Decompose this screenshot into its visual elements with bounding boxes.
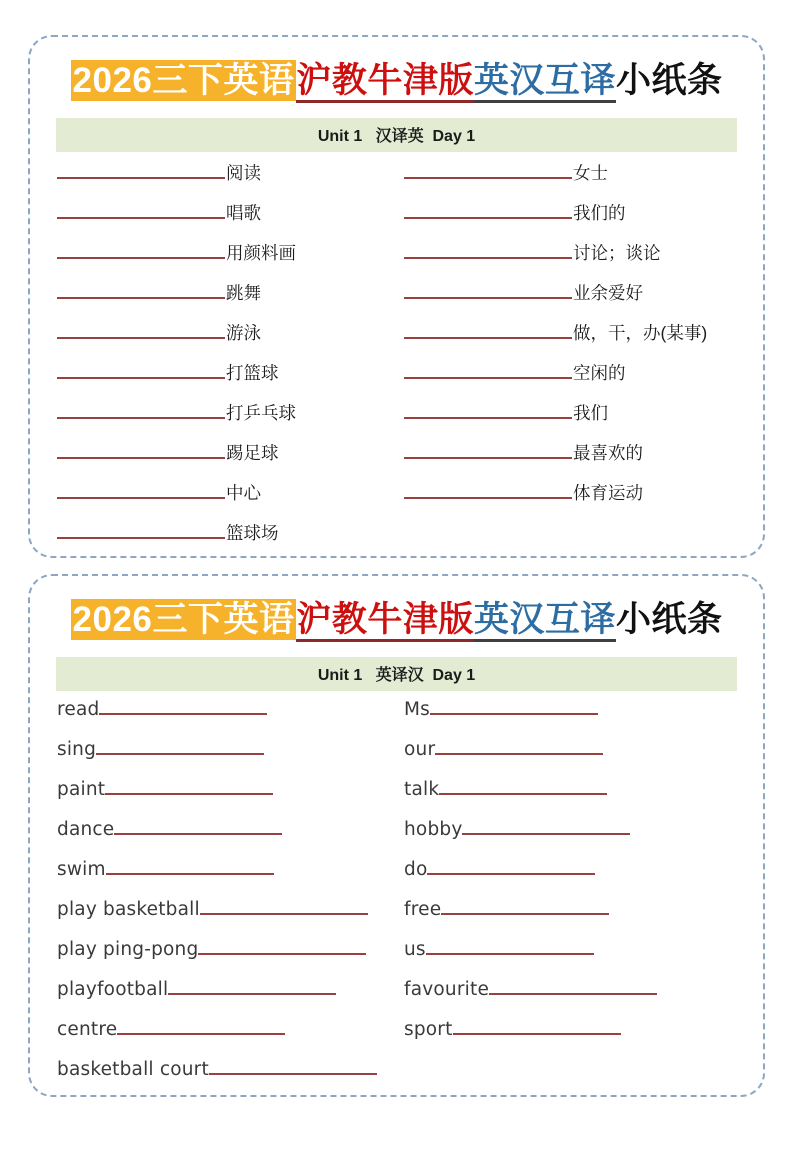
answer-blank-line [404, 336, 572, 339]
vocab-row [57, 440, 404, 480]
vocab-word: 打乒乓球 [226, 402, 296, 423]
worksheet-title [30, 598, 763, 642]
vocab-row [404, 939, 751, 979]
vocab-row [57, 979, 404, 1019]
answer-blank-line [57, 496, 225, 499]
vocab-row [404, 819, 751, 859]
vocab-row [57, 699, 404, 739]
vocab-word: swim [57, 858, 106, 880]
vocab-word: 业余爱好 [573, 282, 643, 303]
vocab-word: free [404, 898, 442, 920]
vocab-word: playfootball [57, 978, 169, 1000]
answer-blank-line [404, 496, 572, 499]
vocab-row [57, 240, 404, 280]
vocab-row [57, 320, 404, 360]
vocab-row [404, 739, 751, 779]
answer-blank-line [168, 992, 336, 995]
answer-blank-line [99, 712, 267, 715]
answer-blank-line [114, 832, 282, 835]
vocab-word: 最喜欢的 [573, 442, 643, 463]
worksheet-title [30, 59, 763, 103]
vocab-row [404, 280, 751, 320]
vocab-row [404, 779, 751, 819]
vocab-row [404, 200, 751, 240]
vocab-word: 我们 [573, 402, 608, 423]
answer-blank-line [57, 296, 225, 299]
vocab-word: talk [404, 778, 440, 800]
answer-blank-line [200, 912, 368, 915]
vocab-row [57, 899, 404, 939]
vocab-row [404, 699, 751, 739]
title-year-highlight: 2026三下英语 [72, 61, 295, 100]
answer-blank-line [57, 256, 225, 259]
answer-blank-line [426, 952, 594, 955]
vocab-row [404, 360, 751, 400]
vocab-word: 我们的 [573, 202, 626, 223]
vocab-word: favourite [404, 978, 490, 1000]
answer-blank-line [462, 832, 630, 835]
vocab-word: our [404, 738, 436, 760]
answer-blank-line [57, 456, 225, 459]
vocab-row [404, 899, 751, 939]
vocab-word: sport [404, 1018, 453, 1040]
answer-blank-line [57, 336, 225, 339]
vocab-word: 篮球场 [226, 522, 279, 543]
vocab-word: 空闲的 [573, 362, 626, 383]
answer-blank-line [209, 1072, 377, 1075]
vocab-word: play ping-pong [57, 938, 199, 960]
vocab-word: sing [57, 738, 97, 760]
title-suffix: 小纸条 [615, 600, 723, 639]
title-translation-type: 英汉互译 [474, 600, 616, 642]
vocab-word: 用颜料画 [226, 242, 296, 263]
answer-blank-line [404, 216, 572, 219]
vocab-word: basketball court [57, 1058, 209, 1080]
answer-blank-line [404, 256, 572, 259]
vocab-row [57, 1059, 404, 1097]
vocab-row [57, 520, 404, 558]
answer-blank-line [106, 872, 274, 875]
vocab-word: read [57, 698, 100, 720]
vocab-column [57, 160, 404, 558]
vocab-word: hobby [404, 818, 463, 840]
vocab-row [404, 400, 751, 440]
answer-blank-line [404, 296, 572, 299]
section-header-cn-to-en: Unit 1 汉译英 Day 1 [56, 118, 737, 152]
vocab-row [57, 400, 404, 440]
vocab-word: do [404, 858, 428, 880]
answer-blank-line [117, 1032, 285, 1035]
answer-blank-line [57, 536, 225, 539]
answer-blank-line [435, 752, 603, 755]
vocab-row [57, 939, 404, 979]
answer-blank-line [404, 176, 572, 179]
answer-blank-line [404, 456, 572, 459]
answer-blank-line [430, 712, 598, 715]
answer-blank-line [198, 952, 366, 955]
vocab-word: 游泳 [226, 322, 261, 343]
answer-blank-line [489, 992, 657, 995]
card-en-to-cn [28, 574, 765, 1097]
answer-blank-line [404, 376, 572, 379]
vocab-word: 阅读 [226, 162, 261, 183]
vocab-column [404, 160, 751, 558]
answer-blank-line [441, 912, 609, 915]
vocab-word: us [404, 938, 426, 960]
answer-blank-line [427, 872, 595, 875]
answer-blank-line [453, 1032, 621, 1035]
answer-blank-line [105, 792, 273, 795]
answer-blank-line [57, 176, 225, 179]
vocab-row [57, 160, 404, 200]
vocab-word: 踢足球 [226, 442, 279, 463]
vocab-word: 女士 [573, 162, 608, 183]
vocab-row [57, 739, 404, 779]
vocab-row [404, 480, 751, 520]
title-edition: 沪教牛津版 [296, 600, 474, 642]
answer-blank-line [96, 752, 264, 755]
vocab-column [57, 699, 404, 1097]
vocab-row [57, 859, 404, 899]
vocab-word: 体育运动 [573, 482, 643, 503]
title-year-highlight: 2026三下英语 [72, 600, 295, 639]
title-suffix: 小纸条 [615, 61, 723, 100]
answer-blank-line [439, 792, 607, 795]
answer-blank-line [404, 416, 572, 419]
answer-blank-line [57, 416, 225, 419]
vocab-word: dance [57, 818, 115, 840]
vocab-word: Ms [404, 698, 431, 720]
title-edition: 沪教牛津版 [296, 61, 474, 103]
vocab-list-cn-to-en [30, 152, 763, 558]
vocab-row [404, 979, 751, 1019]
vocab-column [404, 699, 751, 1097]
vocab-word: 讨论；谈论 [573, 242, 661, 263]
vocab-word: 跳舞 [226, 282, 261, 303]
section-header-en-to-cn: Unit 1 英译汉 Day 1 [56, 657, 737, 691]
vocab-row [57, 819, 404, 859]
vocab-word: paint [57, 778, 106, 800]
vocab-row [404, 859, 751, 899]
title-translation-type: 英汉互译 [474, 61, 616, 103]
answer-blank-line [57, 216, 225, 219]
vocab-list-en-to-cn [30, 691, 763, 1097]
vocab-row [57, 360, 404, 400]
vocab-word: 中心 [226, 482, 261, 503]
vocab-row [57, 200, 404, 240]
vocab-row [404, 240, 751, 280]
vocab-word: centre [57, 1018, 118, 1040]
vocab-row [57, 480, 404, 520]
vocab-row [404, 160, 751, 200]
answer-blank-line [57, 376, 225, 379]
vocab-row [57, 779, 404, 819]
vocab-row [404, 440, 751, 480]
vocab-word: 做，干，办(某事) [573, 322, 708, 343]
vocab-word: 唱歌 [226, 202, 261, 223]
vocab-word: 打篮球 [226, 362, 279, 383]
vocab-row [57, 280, 404, 320]
vocab-word: play basketball [57, 898, 200, 920]
vocab-row [404, 320, 751, 360]
vocab-row [57, 1019, 404, 1059]
card-cn-to-en [28, 35, 765, 558]
vocab-row [404, 1019, 751, 1059]
